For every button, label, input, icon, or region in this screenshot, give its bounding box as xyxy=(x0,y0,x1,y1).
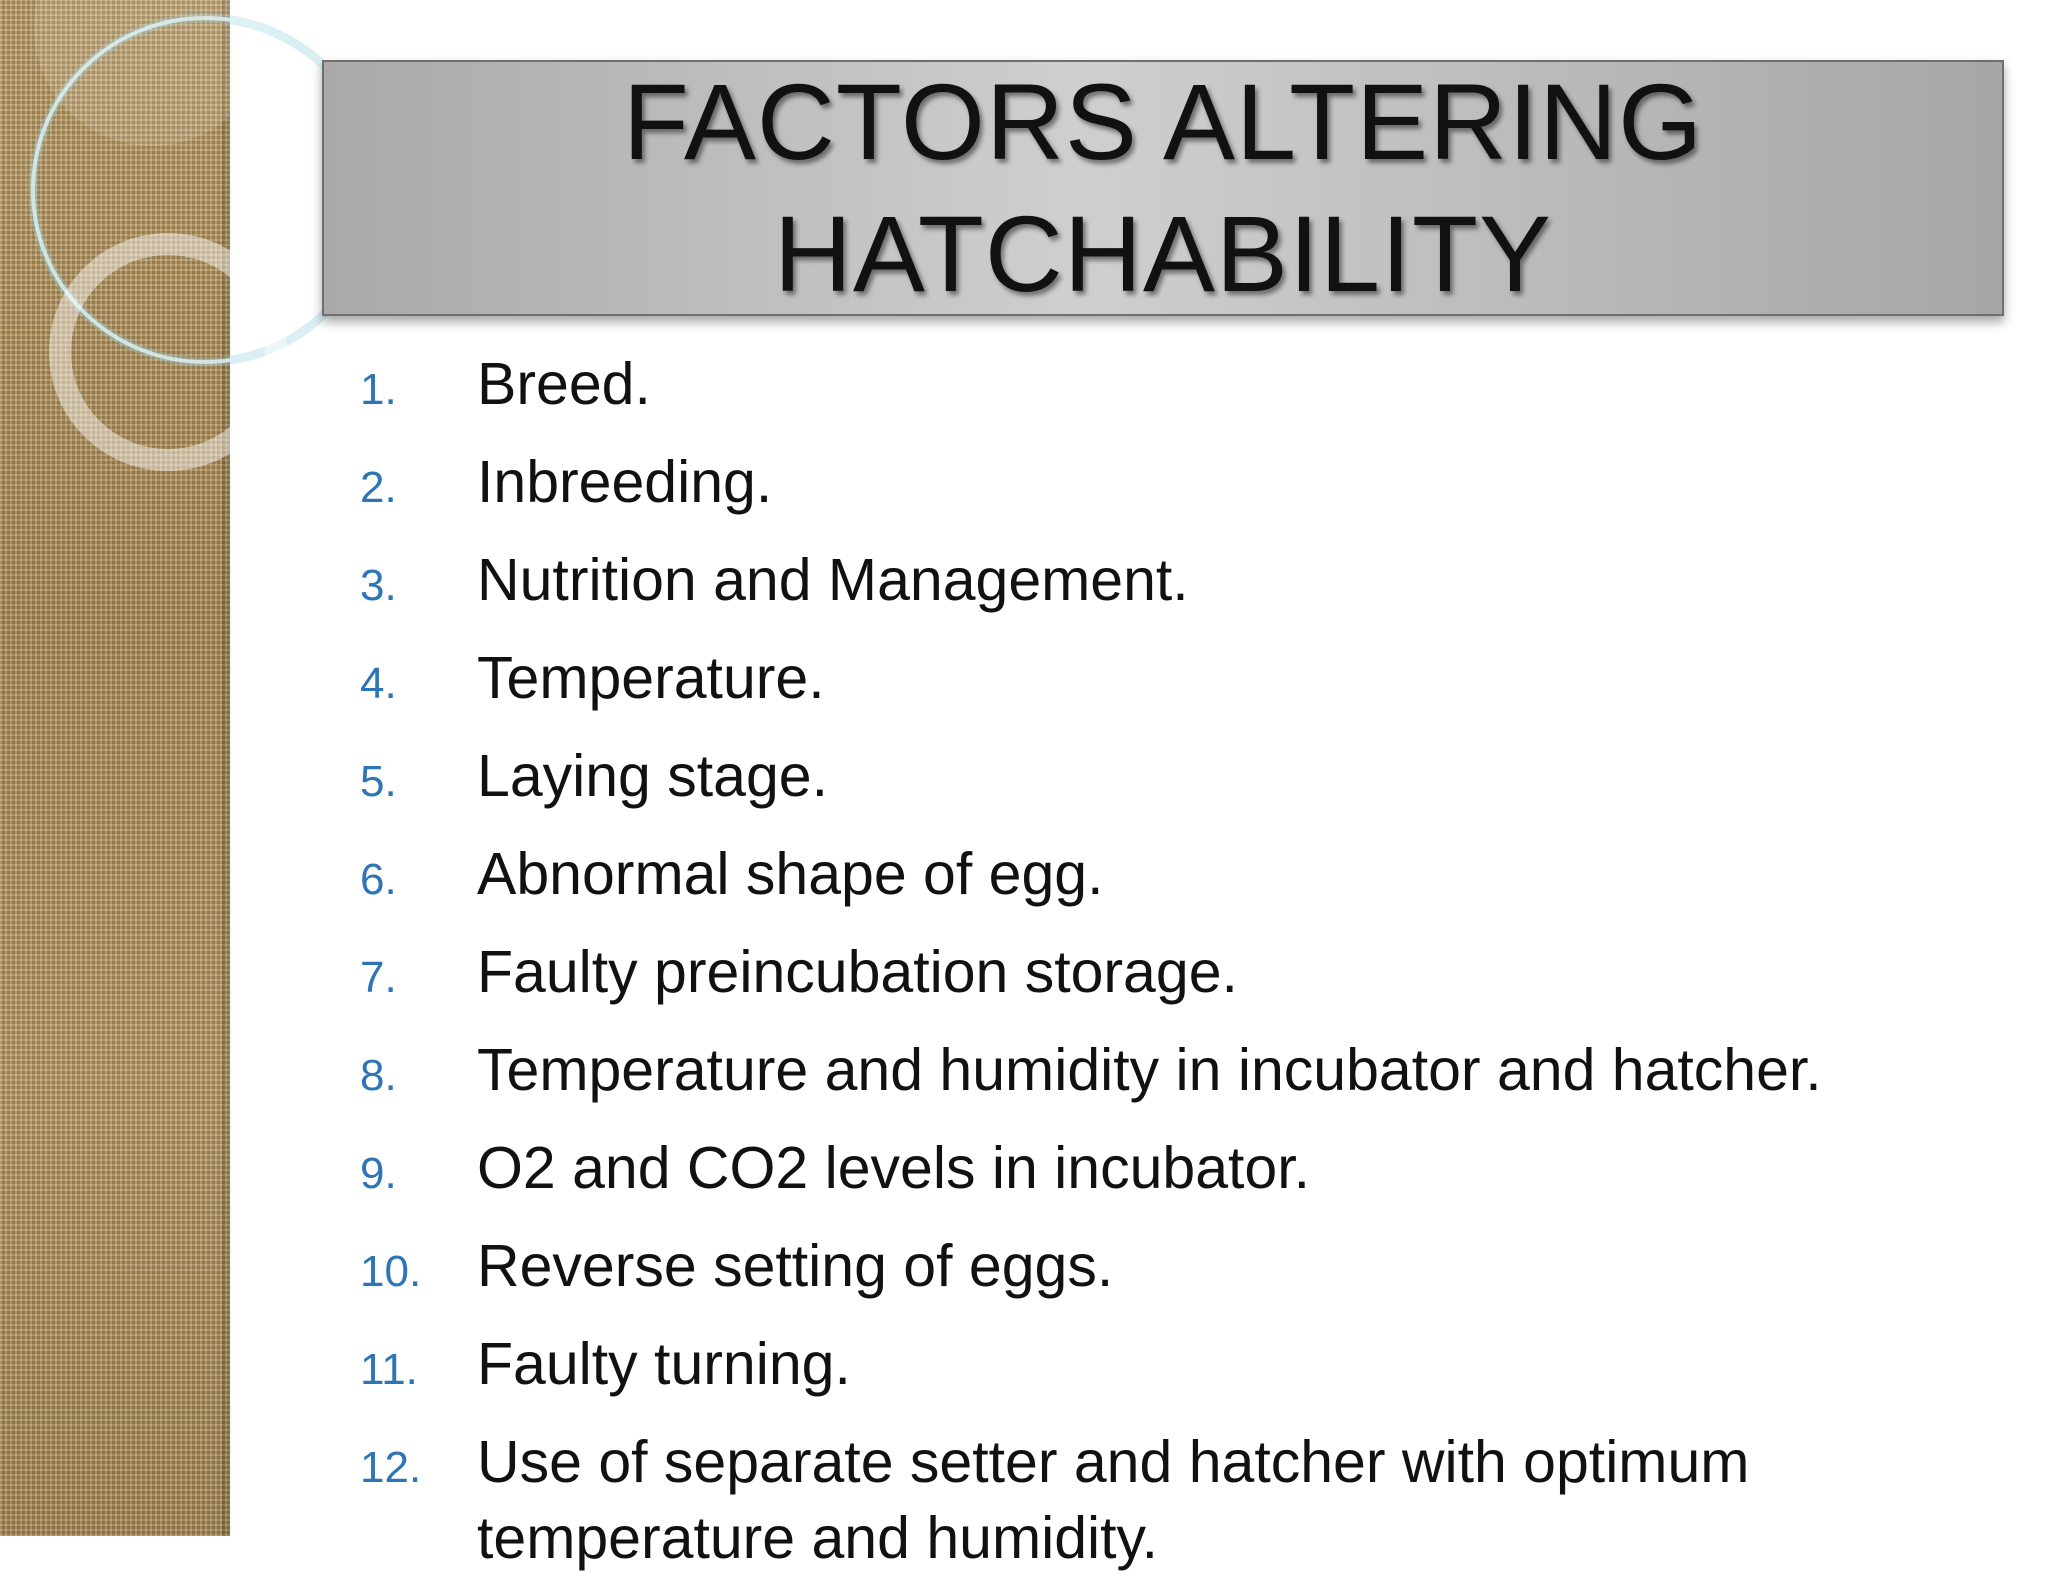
list-item xyxy=(360,926,2000,1024)
item-text: Breed. xyxy=(477,351,651,417)
item-text: Temperature and humidity in incubator and hatcher. xyxy=(477,1037,1822,1103)
item-text: Use of separate setter and hatcher with optimum temperature and humidity. xyxy=(477,1429,1750,1571)
item-number: 2. xyxy=(360,463,397,512)
item-number: 10. xyxy=(360,1247,422,1296)
list-item xyxy=(360,1122,2000,1220)
burlap-sidebar xyxy=(0,0,230,1536)
factor-list xyxy=(360,338,2000,1576)
item-text: Abnormal shape of egg. xyxy=(477,841,1104,907)
list-item xyxy=(360,1220,2000,1318)
list-item xyxy=(360,632,2000,730)
list-item xyxy=(360,730,2000,828)
item-text: Inbreeding. xyxy=(477,449,773,515)
item-text: O2 and CO2 levels in incubator. xyxy=(477,1135,1311,1201)
item-number: 5. xyxy=(360,757,397,806)
sidebar-edge-shadow xyxy=(222,0,232,1536)
list-item xyxy=(360,828,2000,926)
item-text: Laying stage. xyxy=(477,743,828,809)
item-text: Nutrition and Management. xyxy=(477,547,1189,613)
item-number: 4. xyxy=(360,659,397,708)
title-bar xyxy=(322,60,2004,316)
list-item xyxy=(360,1416,2000,1576)
item-number: 8. xyxy=(360,1051,397,1100)
item-number: 7. xyxy=(360,953,397,1002)
item-number: 3. xyxy=(360,561,397,610)
item-number: 1. xyxy=(360,365,397,414)
item-number: 6. xyxy=(360,855,397,904)
item-text: Faulty turning. xyxy=(477,1331,851,1397)
item-number: 11. xyxy=(360,1345,418,1394)
list-item xyxy=(360,436,2000,534)
item-text: Temperature. xyxy=(477,645,825,711)
item-number: 12. xyxy=(360,1443,422,1492)
item-text: Reverse setting of eggs. xyxy=(477,1233,1114,1299)
item-number: 9. xyxy=(360,1149,397,1198)
list-item xyxy=(360,1318,2000,1416)
slide-title: FACTORS ALTERING HATCHABILITY xyxy=(622,61,1704,314)
list-item xyxy=(360,338,2000,436)
item-text: Faulty preincubation storage. xyxy=(477,939,1238,1005)
list-item xyxy=(360,1024,2000,1122)
list-item xyxy=(360,534,2000,632)
